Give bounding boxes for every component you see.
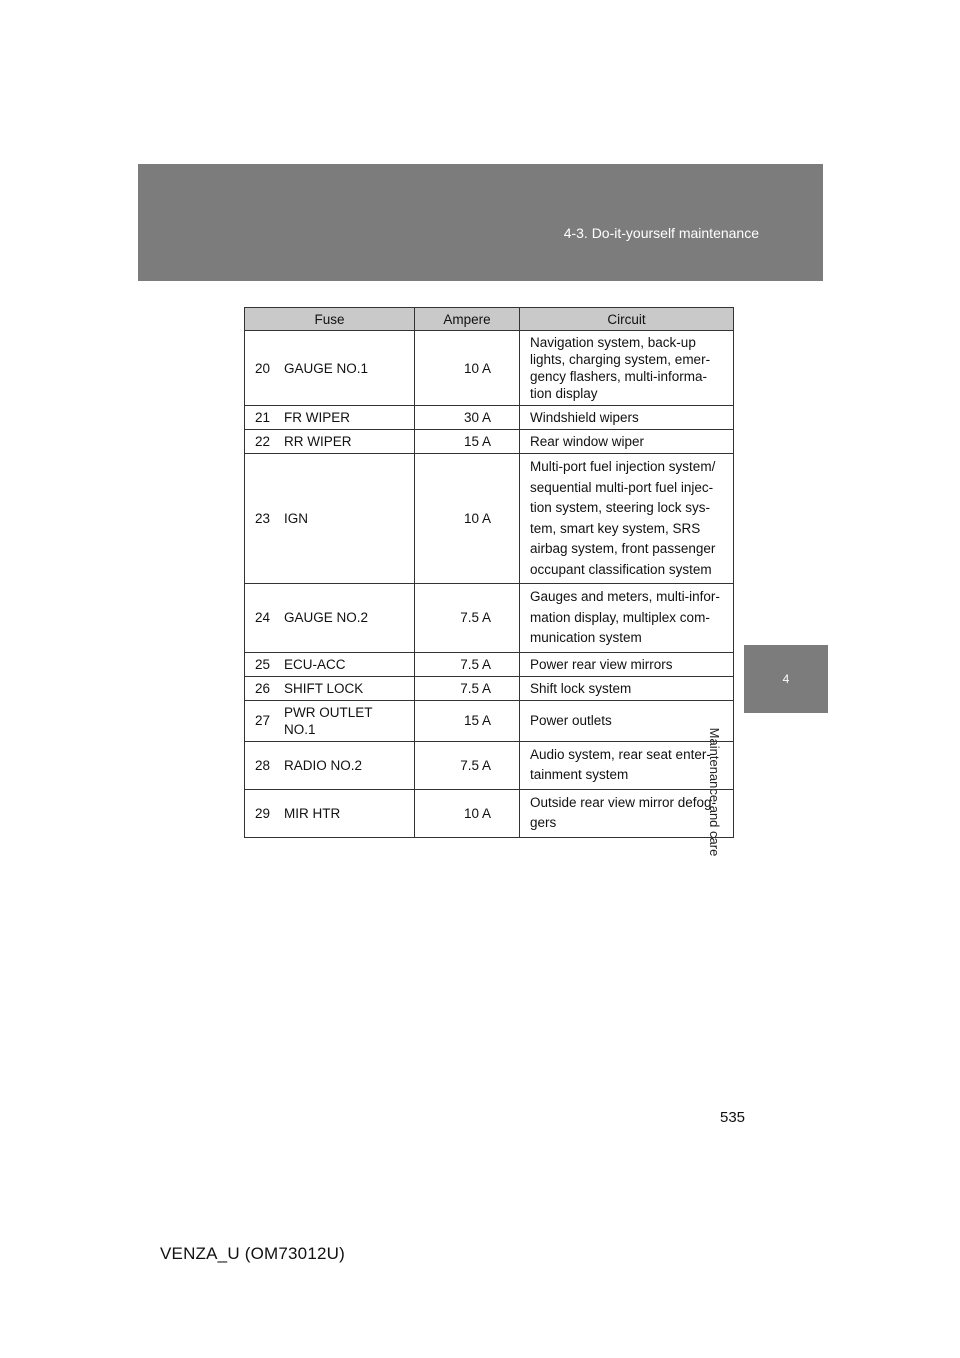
circuit-line: Multi-port fuel injection system/ bbox=[530, 459, 716, 474]
fuse-number: 20 bbox=[245, 331, 277, 406]
circuit-line: Outside rear view mirror defog- bbox=[530, 794, 717, 810]
circuit-line: airbag system, front passenger bbox=[530, 541, 716, 556]
fuse-circuit bbox=[520, 406, 734, 430]
fuse-number: 21 bbox=[245, 406, 277, 430]
fuse-ampere: 10 A bbox=[415, 331, 520, 406]
fuse-name: SHIFT LOCK bbox=[276, 676, 415, 700]
circuit-line: Gauges and meters, multi-infor- bbox=[530, 589, 720, 604]
fuse-name-line: NO.1 bbox=[284, 721, 316, 737]
fuse-name: ECU-ACC bbox=[276, 652, 415, 676]
fuse-number: 28 bbox=[245, 741, 277, 789]
fuse-table bbox=[244, 307, 734, 838]
circuit-line: mation display, multiplex com- bbox=[530, 609, 710, 625]
table-row bbox=[245, 584, 734, 653]
table-row bbox=[245, 741, 734, 789]
circuit-line: tion display bbox=[530, 386, 598, 401]
circuit-line: Navigation system, back-up bbox=[530, 335, 696, 350]
fuse-number: 22 bbox=[245, 430, 277, 454]
fuse-circuit bbox=[520, 454, 734, 584]
table-header-row bbox=[245, 308, 734, 331]
chapter-number: 4 bbox=[782, 672, 790, 686]
fuse-name: MIR HTR bbox=[276, 789, 415, 837]
fuse-ampere: 7.5 A bbox=[415, 652, 520, 676]
circuit-line: Power outlets bbox=[530, 713, 612, 728]
circuit-line: gers bbox=[530, 815, 557, 830]
circuit-line: tem, smart key system, SRS bbox=[530, 520, 701, 536]
table-row bbox=[245, 652, 734, 676]
fuse-name: RADIO NO.2 bbox=[276, 741, 415, 789]
circuit-line: tainment system bbox=[530, 767, 629, 782]
circuit-line: munication system bbox=[530, 630, 642, 645]
chapter-tab bbox=[744, 645, 828, 713]
circuit-line: Audio system, rear seat enter- bbox=[530, 746, 711, 762]
circuit-line: sequential multi-port fuel injec- bbox=[530, 479, 714, 495]
fuse-ampere: 10 A bbox=[415, 789, 520, 837]
fuse-name bbox=[276, 700, 415, 741]
fuse-circuit bbox=[520, 676, 734, 700]
fuse-ampere: 7.5 A bbox=[415, 584, 520, 653]
fuse-circuit bbox=[520, 652, 734, 676]
circuit-line: gency flashers, multi-informa- bbox=[530, 369, 708, 384]
fuse-number: 26 bbox=[245, 676, 277, 700]
fuse-name: FR WIPER bbox=[276, 406, 415, 430]
fuse-circuit bbox=[520, 741, 734, 789]
section-title: 4-3. Do-it-yourself maintenance bbox=[563, 225, 759, 241]
fuse-number: 23 bbox=[245, 454, 277, 584]
table-row bbox=[245, 700, 734, 741]
fuse-number: 29 bbox=[245, 789, 277, 837]
fuse-circuit bbox=[520, 789, 734, 837]
fuse-ampere: 30 A bbox=[415, 406, 520, 430]
fuse-ampere: 7.5 A bbox=[415, 676, 520, 700]
chapter-title: Maintenance and care bbox=[707, 727, 722, 857]
table-row bbox=[245, 676, 734, 700]
circuit-line: Windshield wipers bbox=[530, 410, 639, 425]
table-row bbox=[245, 430, 734, 454]
fuse-table-body bbox=[245, 331, 734, 838]
column-header-circuit: Circuit bbox=[520, 308, 734, 331]
fuse-number: 25 bbox=[245, 652, 277, 676]
circuit-line: lights, charging system, emer- bbox=[530, 352, 711, 367]
fuse-ampere: 15 A bbox=[415, 700, 520, 741]
circuit-line: Shift lock system bbox=[530, 680, 632, 696]
fuse-name: IGN bbox=[276, 454, 415, 584]
column-header-fuse: Fuse bbox=[245, 308, 415, 331]
fuse-name-line: PWR OUTLET bbox=[284, 704, 373, 720]
table-row bbox=[245, 331, 734, 406]
table-row bbox=[245, 789, 734, 837]
fuse-circuit bbox=[520, 430, 734, 454]
column-header-ampere: Ampere bbox=[415, 308, 520, 331]
fuse-number: 27 bbox=[245, 700, 277, 741]
table-row bbox=[245, 406, 734, 430]
fuse-name: RR WIPER bbox=[276, 430, 415, 454]
fuse-name: GAUGE NO.1 bbox=[276, 331, 415, 406]
fuse-name: GAUGE NO.2 bbox=[276, 584, 415, 653]
circuit-line: tion system, steering lock sys- bbox=[530, 500, 711, 515]
fuse-ampere: 15 A bbox=[415, 430, 520, 454]
table-row bbox=[245, 454, 734, 584]
fuse-ampere: 10 A bbox=[415, 454, 520, 584]
fuse-circuit bbox=[520, 584, 734, 653]
page-number: 535 bbox=[720, 1109, 746, 1126]
manual-code: VENZA_U (OM73012U) bbox=[160, 1244, 345, 1263]
fuse-circuit bbox=[520, 700, 734, 741]
header-band bbox=[138, 164, 823, 281]
circuit-line: Power rear view mirrors bbox=[530, 656, 673, 672]
fuse-number: 24 bbox=[245, 584, 277, 653]
fuse-ampere: 7.5 A bbox=[415, 741, 520, 789]
circuit-line: occupant classification system bbox=[530, 561, 712, 577]
fuse-circuit bbox=[520, 331, 734, 406]
circuit-line: Rear window wiper bbox=[530, 434, 645, 449]
